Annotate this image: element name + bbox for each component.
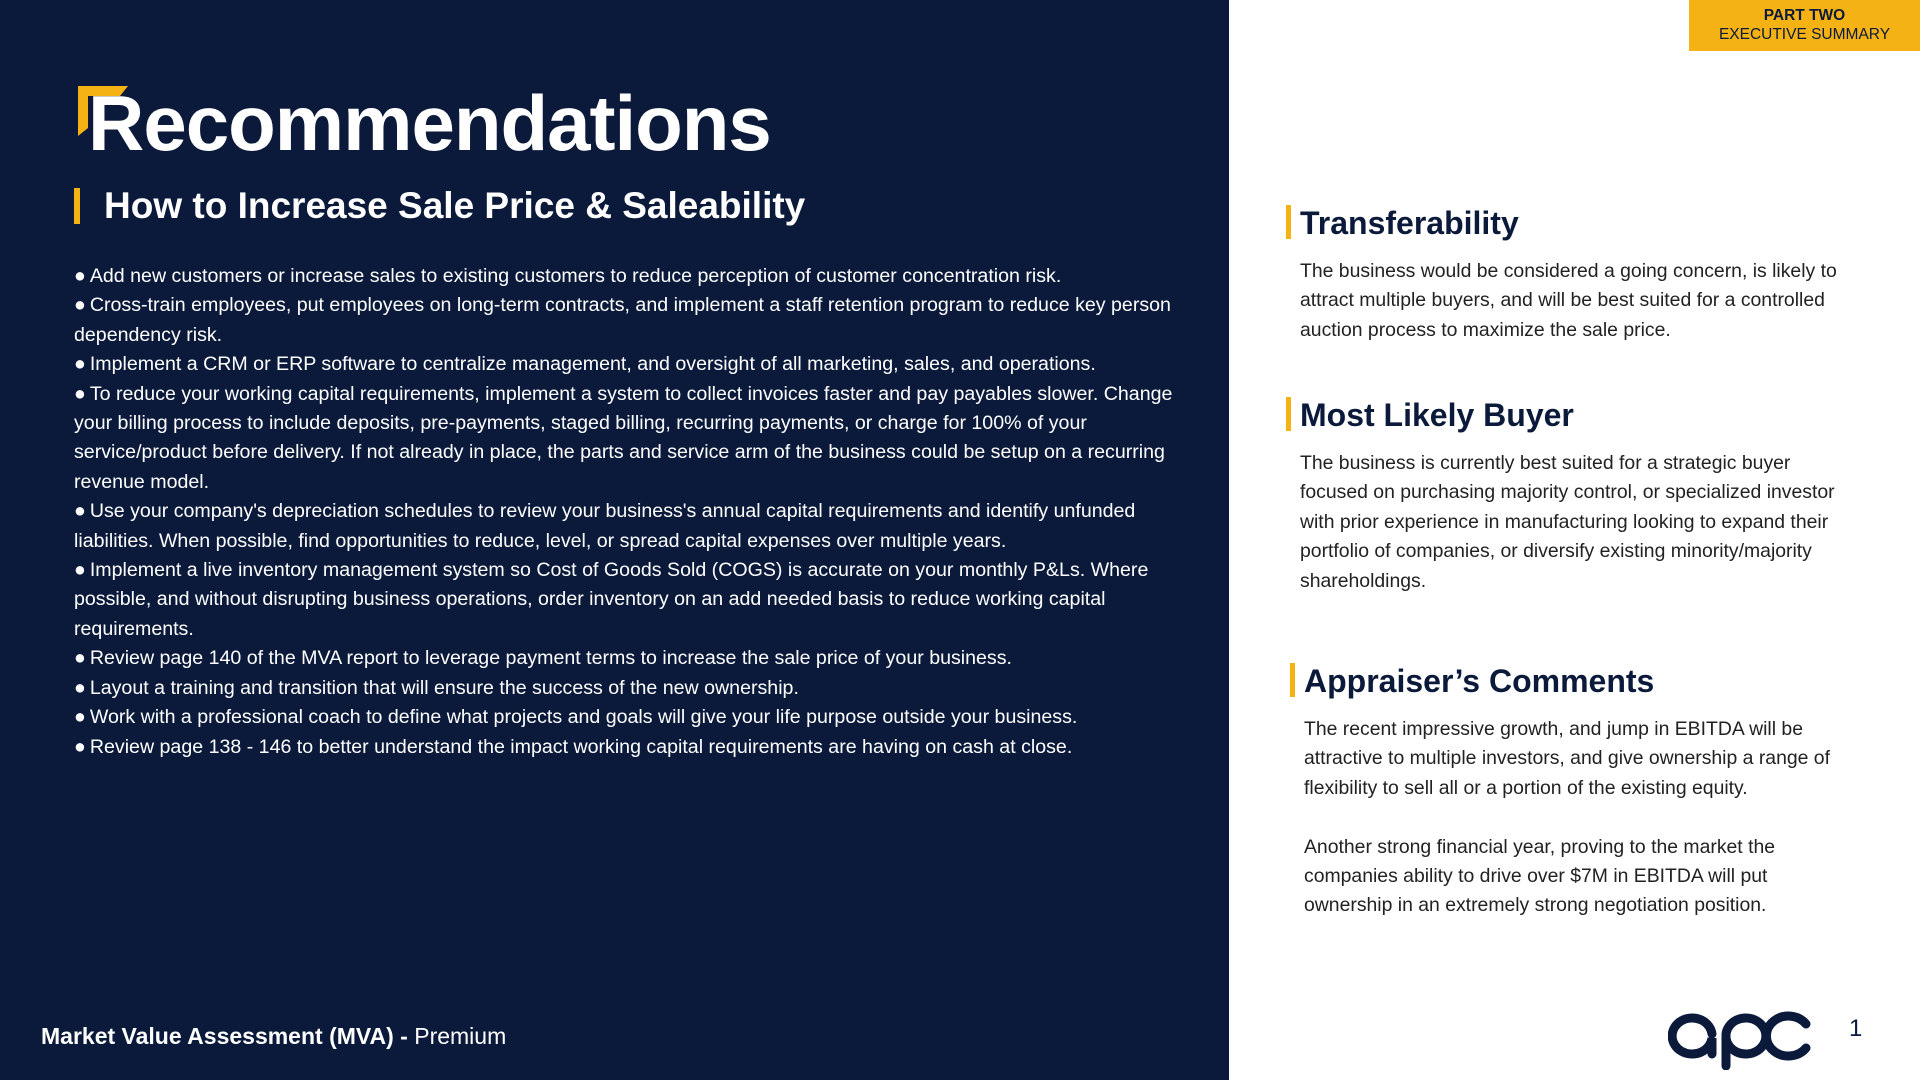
most-likely-buyer-heading: Most Likely Buyer <box>1300 397 1574 433</box>
report-tier: Premium <box>414 1023 507 1049</box>
bullet-icon: ● <box>74 647 86 670</box>
list-item: ● Work with a professional coach to define what projects and goals will give your life purpose outside your business. <box>74 706 1078 729</box>
most-likely-buyer-text: The business is currently best suited for a strategic buyer focused on purchasing majority control, or specialized investor with prior experience in manufacturing looking to expand their portfolio of companies, or diversify existing minority/majority shareholdings. <box>1300 452 1835 592</box>
page-subtitle: How to Increase Sale Price & Saleability <box>104 185 806 226</box>
list-item: ● Review page 140 of the MVA report to leverage payment terms to increase the sale price of your business. <box>74 647 1012 670</box>
page-title: Recommendations <box>88 79 771 167</box>
subtitle-accent-bar <box>74 188 80 224</box>
bullet-icon: ● <box>74 706 86 729</box>
list-item: ● To reduce your working capital requirements, implement a system to collect invoices faster and pay payables slower. Change your billing process to include deposits, pre-payments, staged billing, recurring payments, or charge for 100% of your service/product before delivery. If not already in place, the parts and service arm of the business could be setup on a recurring revenue model. <box>74 382 1173 493</box>
recommendations-list <box>74 262 1189 762</box>
list-item: ● Review page 138 - 146 to better understand the impact working capital requirements are having on cash at close. <box>74 735 1073 758</box>
bullet-icon: ● <box>74 735 86 758</box>
appraiser-comments-text: The recent impressive growth, and jump in EBITDA will be attractive to multiple investors, and give ownership a range of flexibility to sell all or a portion of the existing equity. <box>1304 718 1830 799</box>
heading-accent-bar <box>1290 663 1295 697</box>
list-item: ● Cross-train employees, put employees on long-term contracts, and implement a staff retention program to reduce key person dependency risk. <box>74 294 1171 346</box>
list-item: ● Layout a training and transition that will ensure the success of the new ownership. <box>74 676 799 699</box>
bullet-icon: ● <box>74 500 86 523</box>
transferability-heading: Transferability <box>1300 205 1519 241</box>
appraiser-comments-text-2: Another strong financial year, proving to the market the companies ability to drive over $7M in EBITDA will put ownership in an extremely strong negotiation position. <box>1304 835 1776 917</box>
most-likely-buyer-section <box>1286 393 1846 596</box>
transferability-section <box>1286 201 1846 345</box>
bullet-icon: ● <box>74 294 86 317</box>
apc-logo <box>1668 1004 1814 1070</box>
badge-part: PART TWO <box>1763 7 1846 24</box>
bullet-icon: ● <box>74 676 86 699</box>
bullet-icon: ● <box>74 559 86 582</box>
page-number: 1 <box>1849 1015 1863 1042</box>
transferability-text: The business would be considered a going concern, is likely to attract multiple buyers, and will be best suited for a controlled auction process to maximize the sale price. <box>1300 260 1837 341</box>
list-item: ● Add new customers or increase sales to existing customers to reduce perception of customer concentration risk. <box>74 265 1062 287</box>
heading-accent-bar <box>1286 397 1291 431</box>
bullet-icon: ● <box>74 353 86 376</box>
badge-section: EXECUTIVE SUMMARY <box>1718 26 1891 43</box>
bullet-icon: ● <box>74 265 86 287</box>
appraiser-comments-heading: Appraiser’s Comments <box>1304 663 1655 699</box>
report-footer <box>41 1023 506 1050</box>
bullet-icon: ● <box>74 382 86 405</box>
heading-accent-bar <box>1286 205 1291 239</box>
report-name: Market Value Assessment (MVA) - <box>41 1023 408 1049</box>
section-badge <box>1689 0 1920 51</box>
appraiser-comments-section <box>1290 659 1850 921</box>
list-item: ● Use your company's depreciation schedules to review your business's annual capital requirements and identify unfunded liabilities. When possible, find opportunities to reduce, level, or spread capital expenses over multiple years. <box>74 500 1136 552</box>
list-item: ● Implement a CRM or ERP software to centralize management, and oversight of all marketing, sales, and operations. <box>74 353 1096 376</box>
list-item: ● Implement a live inventory management system so Cost of Goods Sold (COGS) is accurate on your monthly P&Ls. Where possible, and without disrupting business operations, order inventory on an add needed basis to reduce working capital requirements. <box>74 559 1149 640</box>
